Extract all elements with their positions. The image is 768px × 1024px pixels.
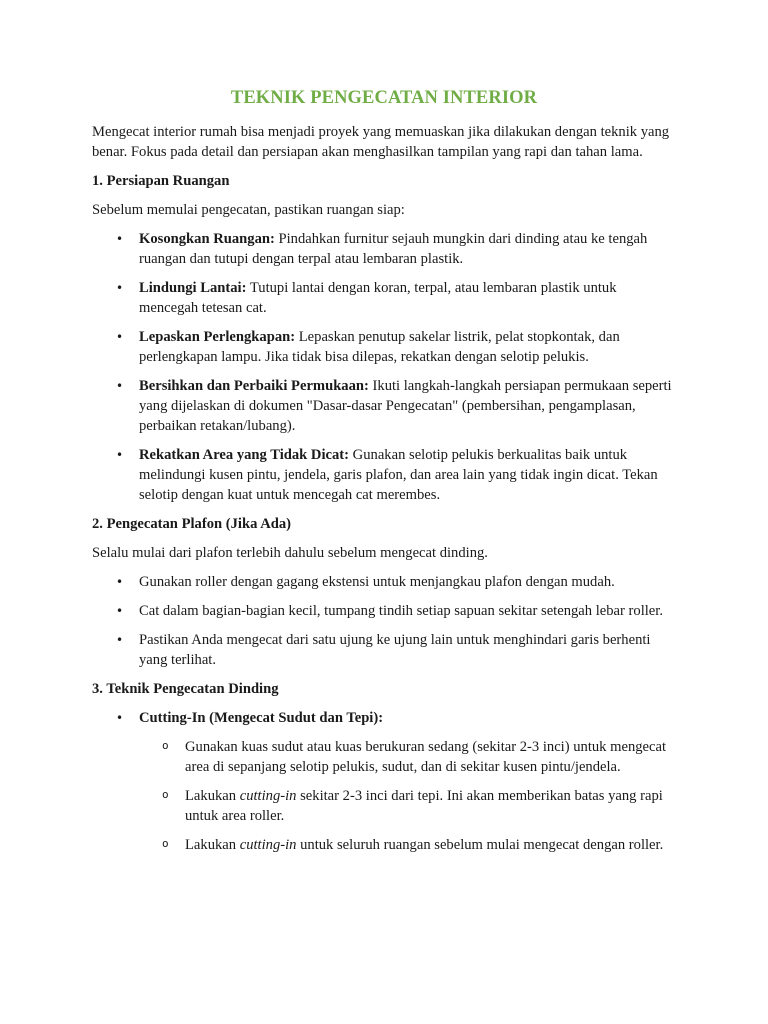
item-label: Bersihkan dan Perbaiki Permukaan: — [139, 378, 369, 394]
item-text: Lepaskan penutup sakelar listrik, pelat stopkontak, dan perlengkapan lampu. Jika tidak bisa dilepas, rekatkan dengan selotip pelukis. — [139, 329, 620, 365]
sub-list-item — [139, 786, 676, 826]
item-text: Pindahkan furnitur sejauh mungkin dari dinding atau ke tengah ruangan dan tutupi dengan terpal atau lembaran plastik. — [139, 231, 648, 267]
sub-item-text: sekitar 2-3 inci dari tepi. Ini akan memberikan batas yang rapi untuk area roller. — [185, 788, 663, 824]
sub-item-text: Lakukan — [185, 837, 240, 853]
section-1-heading: 1. Persiapan Ruangan — [92, 173, 230, 189]
intro-paragraph: Mengecat interior rumah bisa menjadi proyek yang memuaskan jika dilakukan dengan teknik yang benar. Fokus pada detail dan persiapan akan menghasilkan tampilan yang rapi dan tahan lama. — [92, 124, 670, 160]
list-item: • Gunakan roller dengan gagang ekstensi untuk menjangkau plafon dengan mudah. — [92, 572, 676, 592]
item-text: Gunakan selotip pelukis berkualitas baik untuk melindungi kusen pintu, jendela, garis plafon, dan area lain yang tidak ingin dicat. Tekan selotip dengan kuat untuk mencegah cat merembes. — [139, 447, 658, 503]
item-text: Ikuti langkah-langkah persiapan permukaan seperti yang dijelaskan di dokumen "Dasar-dasar Pengecatan" (pembersihan, pengamplasan, perbaikan retakan/lubang). — [139, 378, 672, 434]
item-label: Rekatkan Area yang Tidak Dicat: — [139, 447, 350, 463]
section-3-list — [92, 708, 676, 855]
list-item: • Cat dalam bagian-bagian kecil, tumpang tindih setiap sapuan sekitar setengah lebar roller. — [92, 601, 676, 621]
list-item — [92, 229, 676, 269]
list-item — [92, 327, 676, 367]
list-item — [92, 708, 676, 855]
section-1-lead: Sebelum memulai pengecatan, pastikan ruangan siap: — [92, 202, 405, 218]
section-2-lead: Selalu mulai dari plafon terlebih dahulu sebelum mengecat dinding. — [92, 545, 488, 561]
document-title: TEKNIK PENGECATAN INTERIOR — [230, 88, 538, 108]
item-text: Tutupi lantai dengan koran, terpal, atau lembaran plastik untuk mencegah tetesan cat. — [139, 280, 617, 316]
item-label: Lepaskan Perlengkapan: — [139, 329, 296, 345]
item-label: Lindungi Lantai: — [139, 280, 247, 296]
item-label: Cutting-In (Mengecat Sudut dan Tepi): — [139, 710, 384, 726]
section-1-list — [92, 229, 676, 505]
list-item: • Pastikan Anda mengecat dari satu ujung ke ujung lain untuk menghindari garis berhenti yang terlihat. — [92, 630, 676, 670]
section-2-heading: 2. Pengecatan Plafon (Jika Ada) — [92, 516, 292, 532]
section-3-heading: 3. Teknik Pengecatan Dinding — [92, 681, 279, 697]
item-label: Kosongkan Ruangan: — [139, 231, 275, 247]
sub-list-item: o Gunakan kuas sudut atau kuas berukuran sedang (sekitar 2-3 inci) untuk mengecat area di sepanjang selotip pelukis, sudut, dan di sekitar kusen pintu/jendela. — [139, 737, 676, 777]
emphasis-term: cutting-in — [239, 788, 297, 804]
sub-item-text: untuk seluruh ruangan sebelum mulai mengecat dengan roller. — [296, 837, 664, 853]
sub-item-text: Lakukan — [185, 788, 240, 804]
sub-list-item — [139, 835, 676, 855]
list-item — [92, 445, 676, 505]
section-2-list — [92, 572, 676, 670]
emphasis-term: cutting-in — [239, 837, 297, 853]
list-item — [92, 376, 676, 436]
list-item — [92, 278, 676, 318]
cutting-in-sublist — [139, 737, 676, 855]
